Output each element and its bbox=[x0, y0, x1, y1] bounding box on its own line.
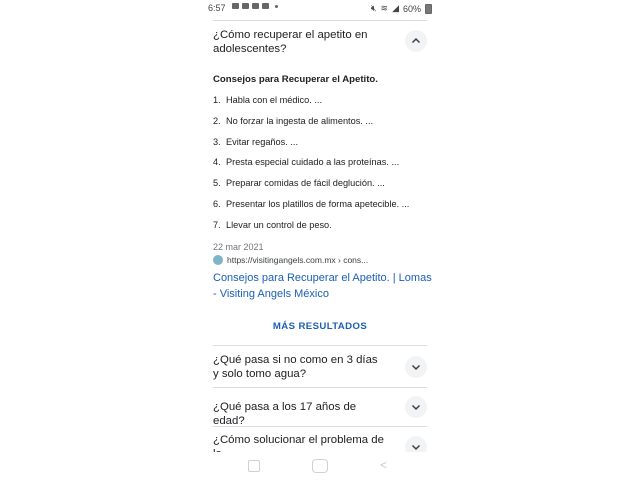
question-text: ¿Qué pasa a los 17 años de edad? bbox=[213, 401, 357, 427]
expand-button[interactable] bbox=[405, 356, 427, 378]
list-item: 3. Evitar regaños. ... bbox=[213, 136, 299, 147]
battery-icon bbox=[425, 4, 432, 14]
phone-screen bbox=[202, 0, 438, 480]
youtube-icon bbox=[262, 3, 269, 9]
home-icon[interactable] bbox=[312, 459, 328, 473]
divider bbox=[213, 345, 427, 346]
status-bar bbox=[202, 0, 438, 16]
list-item: 7. Llevar un control de peso. bbox=[213, 219, 332, 230]
list-item: 6. Presentar los platillos de forma apetecible. ... bbox=[213, 198, 410, 209]
chevron-down-icon bbox=[411, 362, 421, 372]
related-question-3[interactable] bbox=[213, 433, 427, 453]
youtube-icon bbox=[252, 3, 259, 9]
divider bbox=[213, 20, 427, 21]
list-item: 4. Presta especial cuidado a las proteínas. ... bbox=[213, 157, 400, 168]
recent-apps-icon[interactable] bbox=[248, 460, 260, 472]
source-row[interactable] bbox=[213, 255, 368, 265]
battery-percent: 60% bbox=[402, 3, 421, 14]
chevron-down-icon bbox=[411, 442, 421, 452]
divider bbox=[213, 387, 427, 388]
chevron-down-icon bbox=[411, 402, 421, 412]
snippet-list bbox=[213, 95, 409, 241]
snippet-title: Consejos para Recuperar el Apetito. bbox=[213, 74, 378, 85]
related-question-1[interactable] bbox=[213, 352, 427, 380]
list-item: 1. Habla con el médico. ... bbox=[213, 95, 323, 105]
site-favicon-icon bbox=[213, 255, 223, 265]
question-text: ¿Qué pasa si no como en 3 días y solo tomo agua? bbox=[213, 354, 378, 380]
more-notifications-icon bbox=[275, 5, 278, 8]
question-text: ¿Cómo solucionar el problema de bbox=[213, 434, 384, 446]
expand-button[interactable] bbox=[405, 396, 427, 418]
chevron-up-icon bbox=[411, 36, 421, 46]
back-icon[interactable]: < bbox=[380, 458, 388, 472]
collapse-button[interactable] bbox=[405, 30, 427, 52]
gallery-icon bbox=[232, 3, 239, 9]
navigation-bar bbox=[202, 452, 438, 480]
youtube-icon bbox=[242, 3, 249, 9]
system-icons bbox=[371, 3, 432, 14]
list-item: 2. No forzar la ingesta de alimentos. ... bbox=[213, 115, 374, 126]
clock: 6:57 bbox=[208, 3, 226, 13]
question-expanded[interactable] bbox=[213, 27, 427, 57]
question-text: ¿Cómo recuperar el apetito en adolescentes? bbox=[213, 29, 368, 55]
wifi-icon: ≋ bbox=[380, 3, 389, 13]
list-item: 5. Preparar comidas de fácil deglución. ... bbox=[213, 178, 385, 189]
result-title-link[interactable]: Consejos para Recuperar el Apetito. | Lomas - Visiting Angels México bbox=[213, 272, 432, 300]
notification-icons bbox=[232, 3, 278, 9]
snippet-date: 22 mar 2021 bbox=[213, 242, 264, 252]
divider bbox=[213, 426, 427, 427]
related-question-2[interactable] bbox=[213, 395, 427, 427]
mute-icon: 🔇︎ bbox=[370, 3, 377, 13]
more-results-button[interactable]: MÁS RESULTADOS bbox=[272, 321, 368, 332]
source-url[interactable]: https://visitingangels.com.mx › cons... bbox=[227, 255, 369, 265]
signal-icon: ◢ bbox=[392, 3, 399, 13]
